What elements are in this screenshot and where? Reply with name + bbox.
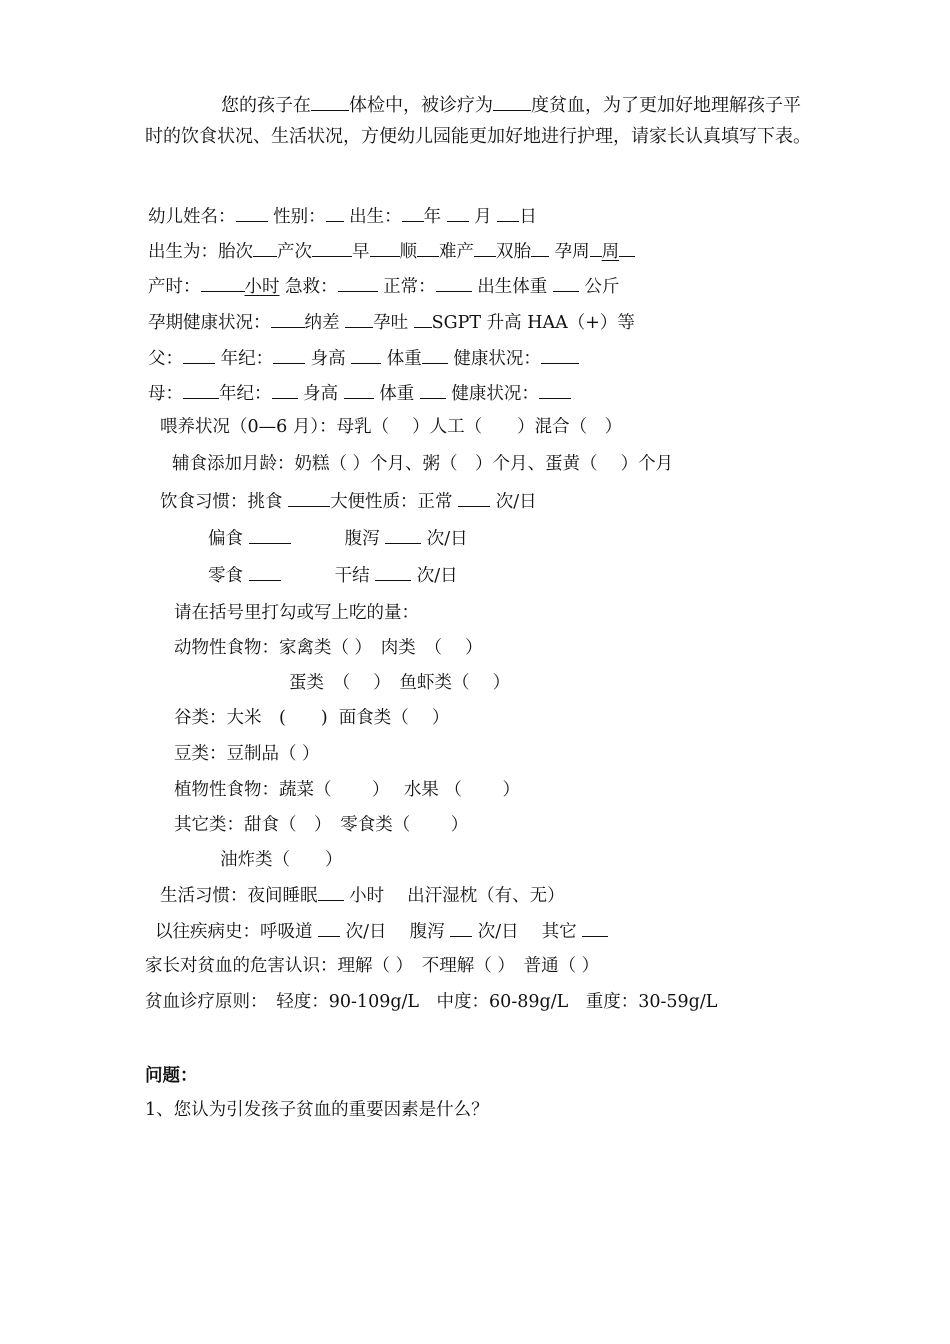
pregnancy-health-blank[interactable] <box>271 309 305 328</box>
poor-appetite-blank[interactable] <box>345 309 373 328</box>
intro-text-3: 度贫血，为了更加好地理解孩子平时的饮食状况、生活状况，方便幼儿园能更加好地进行护理，请家长认真填写下表。 <box>145 95 811 147</box>
exam-blank[interactable] <box>311 92 349 111</box>
row-feeding: 喂养状况（0—6 月）：母乳（ ）人工（ ）混合（ ） <box>160 417 623 437</box>
row-plant-food: 植物性食物：蔬菜（ ） 水果 （ ） <box>174 780 520 800</box>
questions-heading: 问题： <box>145 1066 198 1086</box>
row-snacks: 零食 干结 次/日 <box>208 562 458 588</box>
dystocia-blank[interactable] <box>474 238 496 257</box>
row-labor: 产时： 小时 急救： 正常： 出生体重 公斤 <box>148 273 619 299</box>
row-animal-food: 动物性食物：家禽类（ ） 肉类 （ ） <box>174 638 483 658</box>
dry-stool-blank[interactable] <box>375 562 411 581</box>
birth-order-blank[interactable] <box>312 238 352 257</box>
normal-stool-blank[interactable] <box>458 488 490 507</box>
row-eggs-seafood: 蛋类 （ ） 鱼虾类（ ） <box>289 673 511 693</box>
other-disease-blank[interactable] <box>582 918 608 937</box>
intro-paragraph <box>145 90 813 152</box>
emergency-blank[interactable] <box>338 273 378 292</box>
intro-text-1: 您的孩子在 <box>221 95 311 116</box>
twins-blank[interactable] <box>531 238 549 257</box>
row-father: 父： 年纪： 身高 体重 健康状况： <box>148 345 579 371</box>
row-birth-type: 出生为：胎次 产次 早 顺 难产 双胎 孕周 周 <box>148 238 635 264</box>
diarrhea-stool-blank[interactable] <box>385 525 421 544</box>
normal-blank[interactable] <box>436 273 472 292</box>
father-blank[interactable] <box>183 345 215 364</box>
gestation-weeks-tail-blank[interactable] <box>619 238 635 257</box>
premature-blank[interactable] <box>370 238 400 257</box>
birth-weight-blank[interactable] <box>553 273 579 292</box>
row-fried-food: 油炸类（ ） <box>220 850 343 870</box>
father-height-blank[interactable] <box>351 345 381 364</box>
row-parent-awareness: 家长对贫血的危害认识：理解（ ） 不理解（ ） 普通（ ） <box>145 956 600 976</box>
snacks-blank[interactable] <box>249 562 281 581</box>
row-disease-history: 以往疾病史：呼吸道 次/日 腹泻 次/日 其它 <box>155 918 608 944</box>
mother-height-blank[interactable] <box>344 380 374 399</box>
mother-age-blank[interactable] <box>272 380 298 399</box>
child-name-blank[interactable] <box>236 203 268 222</box>
birth-day-blank[interactable] <box>497 203 519 222</box>
sleep-hours-blank[interactable] <box>318 882 344 901</box>
labor-hours-blank[interactable] <box>201 273 245 292</box>
birth-year-blank[interactable] <box>402 203 424 222</box>
respiratory-blank[interactable] <box>318 918 340 937</box>
picky-eating-blank[interactable] <box>288 488 330 507</box>
row-grains: 谷类：大米 ( ) 面食类（ ） <box>174 708 450 728</box>
row-child-info: 幼儿姓名： 性别： 出生： 年 月 日 <box>148 203 537 229</box>
gender-blank[interactable] <box>326 203 344 222</box>
row-partial-eating: 偏食 腹泻 次/日 <box>208 525 468 551</box>
father-weight-blank[interactable] <box>422 345 448 364</box>
row-life-habits: 生活习惯：夜间睡眠 小时 出汗湿枕（有、无） <box>160 882 565 908</box>
question-1: 1、您认为引发孩子贫血的重要因素是什么？ <box>145 1100 489 1120</box>
gestation-weeks-blank[interactable] <box>590 238 602 257</box>
row-other-food: 其它类：甜食（ ） 零食类（ ） <box>174 815 469 835</box>
row-pregnancy-health: 孕期健康状况： 纳差 孕吐 SGPT 升高 HAA（+）等 <box>148 309 635 335</box>
natural-birth-blank[interactable] <box>417 238 439 257</box>
father-health-blank[interactable] <box>541 345 579 364</box>
row-mother: 母： 年纪： 身高 体重 健康状况： <box>148 380 571 406</box>
father-age-blank[interactable] <box>273 345 305 364</box>
mother-health-blank[interactable] <box>539 380 571 399</box>
vomiting-blank[interactable] <box>414 309 432 328</box>
mother-weight-blank[interactable] <box>420 380 446 399</box>
row-instructions: 请在括号里打勾或写上吃的量： <box>174 603 419 623</box>
pregnancy-order-blank[interactable] <box>253 238 277 257</box>
birth-month-blank[interactable] <box>447 203 469 222</box>
row-beans: 豆类：豆制品（ ） <box>174 744 320 764</box>
row-complementary-food: 辅食添加月龄：奶糕（ ）个月、粥（ ）个月、蛋黄（ ）个月 <box>172 454 674 474</box>
row-eating-habits: 饮食习惯：挑食 大便性质：正常 次/日 <box>160 488 537 514</box>
mother-blank[interactable] <box>183 380 219 399</box>
diarrhea-history-blank[interactable] <box>450 918 472 937</box>
anemia-degree-blank[interactable] <box>493 92 531 111</box>
intro-text-2: 体检中，被诊疗为 <box>349 95 493 116</box>
row-diagnosis-criteria: 贫血诊疗原则： 轻度：90-109g/L 中度：60-89g/L 重度：30-59g/L <box>145 992 718 1012</box>
partial-eating-blank[interactable] <box>249 525 291 544</box>
